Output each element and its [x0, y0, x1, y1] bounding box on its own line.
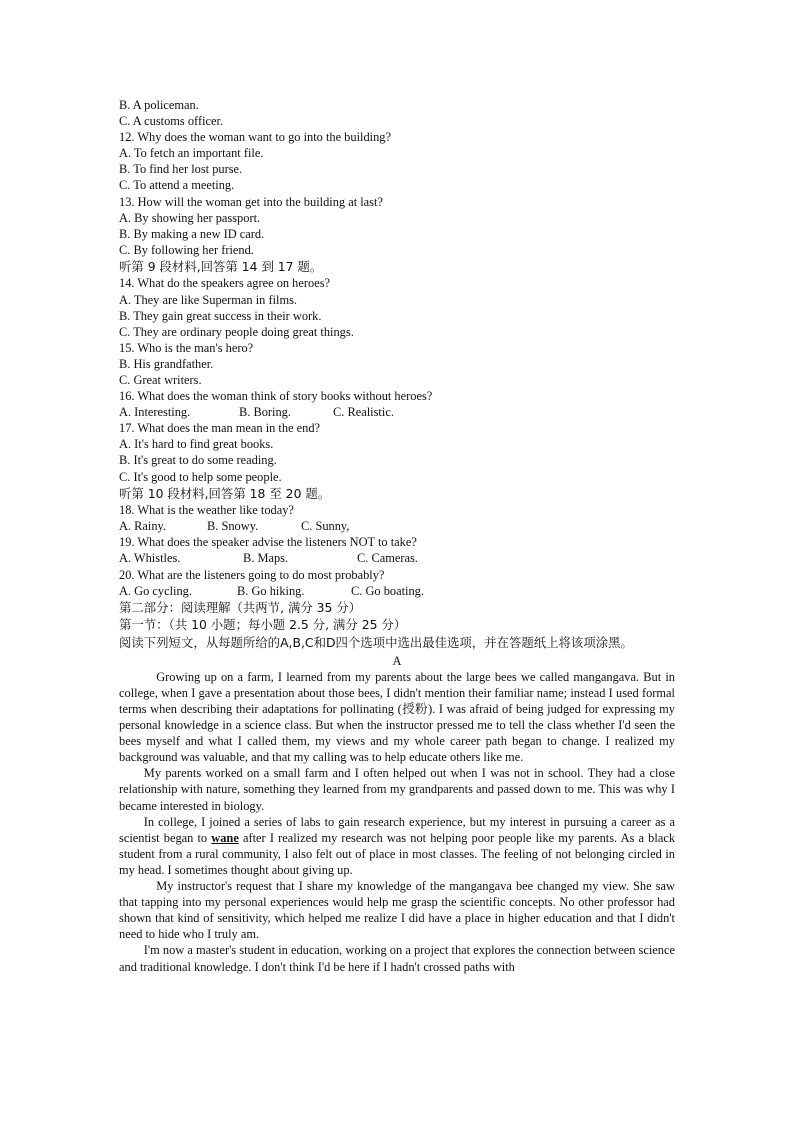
option-line: B. By making a new ID card. [119, 226, 265, 241]
option-b: B. Snowy. [207, 519, 259, 534]
option-line: A. To fetch an important file. [119, 146, 264, 161]
passage-label: A [392, 653, 402, 668]
option-line: B. It's great to do some reading. [119, 453, 277, 468]
question-13: 13. How will the woman get into the building at last? [119, 194, 383, 209]
option-row [119, 583, 675, 599]
option-row [119, 518, 675, 534]
option-line: C. It's good to help some people. [119, 469, 282, 484]
paragraph-text: In college, I joined a series of labs to gain research experience, but my interest in pursuing a career as a scientist began to [119, 814, 675, 845]
option-c: C. Go boating. [351, 583, 424, 598]
option-line: B. To find her lost purse. [119, 162, 243, 177]
question-20: 20. What are the listeners going to do most probably? [119, 567, 385, 582]
option-b: B. Go hiking. [237, 583, 305, 598]
option-a: A. Go cycling. [119, 583, 192, 598]
option-b: B. Maps. [243, 551, 289, 566]
option-line: C. To attend a meeting. [119, 178, 235, 193]
question-18: 18. What is the weather like today? [119, 503, 294, 518]
option-a: A. Rainy. [119, 519, 167, 534]
option-line: C. A customs officer. [119, 114, 224, 129]
option-line: A. By showing her passport. [119, 210, 261, 225]
option-c: C. Sunny, [301, 519, 350, 534]
passage-paragraph-3 [119, 814, 675, 878]
part-2-title: 第二部分：阅读理解（共两节, 满分 35 分） [119, 599, 362, 615]
option-c: C. Cameras. [357, 551, 418, 566]
option-line: B. They gain great success in their work. [119, 308, 322, 323]
option-row [119, 404, 675, 420]
question-19: 19. What does the speaker advise the listeners NOT to take? [119, 535, 417, 550]
vocabulary-keyword: wane [211, 830, 239, 845]
option-line: C. By following her friend. [119, 242, 254, 257]
passage-paragraph-1: Growing up on a farm, I learned from my parents about the large bees we called mangangava. But in college, when I gave a presentation about those bees, I didn't mention their familiar name; instead I used formal terms when describing their adaptations for pollinating (授粉). I was afraid of being judged for expressing my personal knowledge in a science class. But when the instructor pressed me to tell the class whether I'd seen the bees myself and what I called them, my views and my whole career path began to change. I realized my background was valuable, and that my calling was to help educate others like me. [119, 669, 675, 765]
option-line: B. A policeman. [119, 98, 199, 112]
question-16: 16. What does the woman think of story books without heroes? [119, 389, 433, 404]
passage-paragraph-4: My instructor's request that I share my knowledge of the mangangava bee changed my view. She saw that tapping into my personal experiences would help me grasp the scientific concepts. No other professor had shown that kind of sensitivity, which helped me realize I did have a place in higher education and that I didn't need to hide who I truly am. [119, 879, 675, 942]
passage-paragraph-2: My parents worked on a small farm and I often helped out when I was not in school. They had a close relationship with nature, something they learned from my grandparents and passed down to me. This was why I became interested in biology. [119, 766, 675, 813]
paragraph-text: after I realized my research was not helping poor people like my parents. As a black student from a rural community, I also felt out of place in most classes. The feeling of not belonging circled in my head. I sometimes thought about giving up. [119, 830, 676, 877]
exam-content [119, 97, 675, 975]
section-9-heading: 听第 9 段材料,回答第 14 到 17 题。 [119, 258, 323, 274]
part-2-section-1: 第一节：（共 10 小题；每小题 2.5 分, 满分 25 分） [119, 617, 407, 633]
option-line: C. They are ordinary people doing great things. [119, 324, 354, 339]
option-a: A. Interesting. [119, 405, 191, 420]
question-14: 14. What do the speakers agree on heroes? [119, 276, 331, 291]
question-17: 17. What does the man mean in the end? [119, 421, 321, 436]
option-line: B. His grandfather. [119, 356, 214, 371]
option-line: A. They are like Superman in films. [119, 292, 298, 307]
option-a: A. Whistles. [119, 551, 181, 566]
option-row [119, 550, 675, 566]
reading-instruction: 阅读下列短文，从每题所给的A,B,C和D四个选项中选出最佳选项，并在答题纸上将该项涂黑。 [119, 634, 633, 650]
question-12: 12. Why does the woman want to go into the building? [119, 130, 391, 145]
question-15: 15. Who is the man's hero? [119, 340, 254, 355]
option-b: B. Boring. [239, 405, 291, 420]
section-10-heading: 听第 10 段材料,回答第 18 至 20 题。 [119, 485, 331, 501]
option-line: A. It's hard to find great books. [119, 437, 274, 452]
passage-paragraph-5: I'm now a master's student in education, working on a project that explores the connection between science and traditional knowledge. I don't think I'd be here if I hadn't crossed paths with [119, 943, 675, 974]
option-line: C. Great writers. [119, 373, 202, 387]
option-c: C. Realistic. [333, 405, 394, 420]
